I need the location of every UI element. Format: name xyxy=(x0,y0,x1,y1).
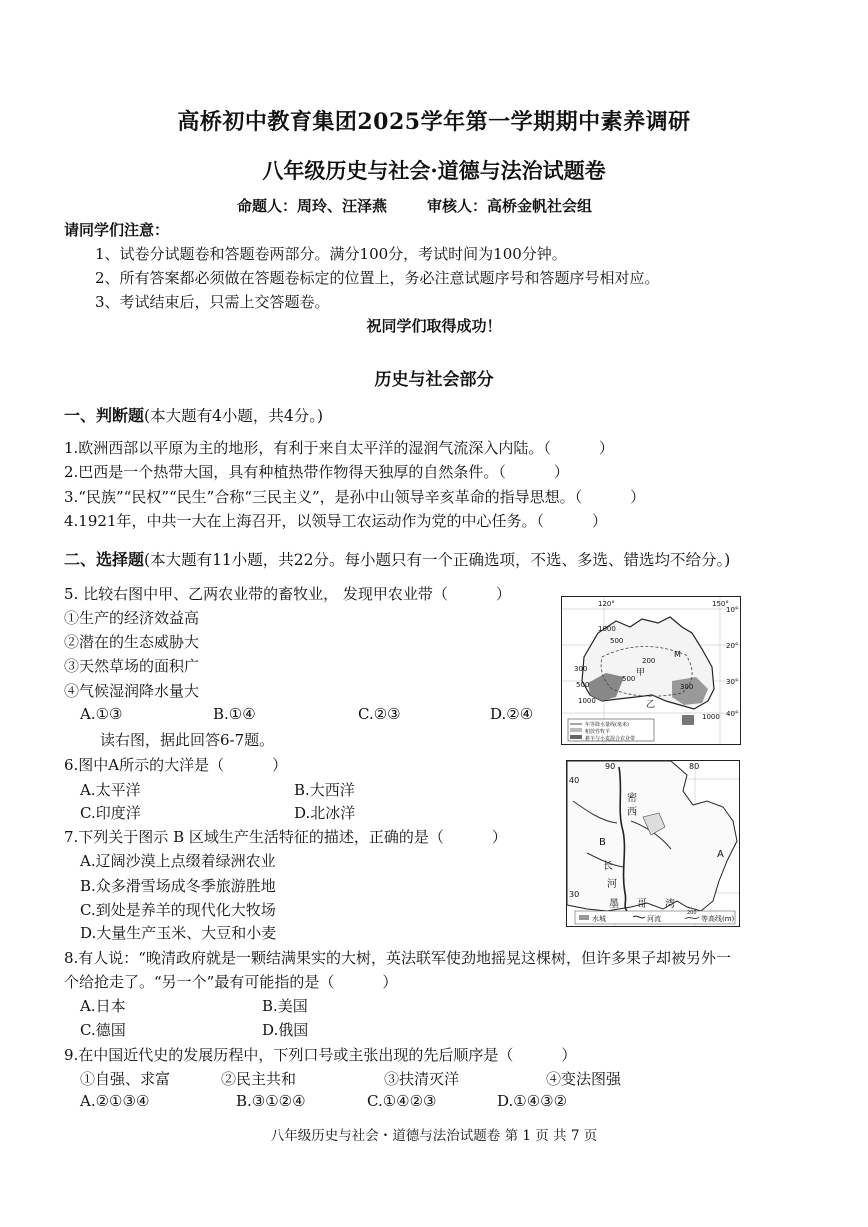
notice-item: 3、考试结束后，只需上交答题卷。 xyxy=(95,293,330,311)
land-outline xyxy=(567,761,737,911)
option: A.日本 xyxy=(80,997,126,1015)
place-label: 哥 xyxy=(637,899,647,910)
place-label: 长 xyxy=(603,861,613,872)
section-heading xyxy=(64,403,323,426)
option: A.②①③④ xyxy=(80,1092,150,1110)
legend-swatch-water xyxy=(579,915,589,920)
judge-question: 4.1921年，中共一大在上海召开，以领导工农运动作为党的中心任务。（ ） xyxy=(64,512,608,530)
option: B.众多滑雪场成冬季旅游胜地 xyxy=(80,877,276,895)
lat-label: 30 xyxy=(569,890,580,899)
option: D.②④ xyxy=(490,705,534,723)
lon-label: 150° xyxy=(712,600,729,608)
option: D.①④③② xyxy=(497,1092,568,1110)
tasmania xyxy=(682,715,694,725)
judge-question: 2.巴西是一个热带大国，具有种植热带作物得天独厚的自然条件。（ ） xyxy=(64,463,569,481)
contour-label: 1000 xyxy=(578,697,596,705)
lon-label: 80 xyxy=(689,762,700,771)
lon-label: 90 xyxy=(605,762,616,771)
option: A.①③ xyxy=(80,705,123,723)
section-title: 一、判断题 xyxy=(64,406,145,425)
option: C.印度洋 xyxy=(80,804,141,822)
judge-question: 1.欧洲西部以平原为主的地形，有利于来自太平洋的湿润气流深入内陆。（ ） xyxy=(64,439,614,457)
place-label: 湾 xyxy=(665,899,675,910)
region-b-label: B xyxy=(599,837,606,848)
legend-label: 水城 xyxy=(592,915,606,923)
option: D.北冰洋 xyxy=(294,804,356,822)
section-heading xyxy=(64,547,730,570)
option: B.大西洋 xyxy=(294,781,355,799)
question-8-line2: 个给抢走了。“另一个”最有可能指的是（ ） xyxy=(64,973,398,991)
option: B.③①②④ xyxy=(236,1092,306,1110)
option: C.到处是养羊的现代化大牧场 xyxy=(80,901,276,919)
judge-question: 3.“民族”“民权”“民生”合称“三民主义”，是孙中山领导辛亥革命的指导思想。（ ） xyxy=(64,488,646,506)
question-6-stem: 6.图中A所示的大洋是（ ） xyxy=(64,756,288,774)
question-8-line1: 8.有人说：“晚清政府就是一颗结满果实的大树，英法联军使劲地摇晃这棵树，但许多果子却被另外一 xyxy=(64,949,731,967)
legend-value: 200 xyxy=(687,910,697,916)
lat-label: 20° xyxy=(726,642,739,650)
place-label: 河 xyxy=(607,879,617,890)
lat-label: 40° xyxy=(726,710,739,718)
contour-label: 200 xyxy=(642,657,656,665)
legend-swatch-dark xyxy=(570,735,582,739)
place-label: 墨 xyxy=(609,899,619,910)
statement-item: ②民主共和 xyxy=(221,1070,297,1088)
statement-item: ④变法图强 xyxy=(546,1070,622,1088)
lat-label: 30° xyxy=(726,678,739,686)
section-desc: (本大题有11小题，共22分。每小题只有一个正确选项，不选、多选、错选均不给分。) xyxy=(144,551,731,569)
notice-item: 2、所有答案都必须做在答题卷标定的位置上，务必注意试题序号和答题序号相对应。 xyxy=(95,269,660,287)
legend-label: 年等降水量线(毫米) xyxy=(585,722,629,728)
ocean-a-label: A xyxy=(717,849,724,860)
legend-label: 粗放性牧羊 xyxy=(585,729,611,735)
australia-map-svg xyxy=(562,597,740,744)
legend-label: 河流 xyxy=(647,915,661,923)
option: D.俄国 xyxy=(262,1021,309,1039)
notice-item: 1、试卷分试题卷和答题卷两部分。满分100分，考试时间为100分钟。 xyxy=(95,245,567,263)
wish-text: 祝同学们取得成功！ xyxy=(366,317,502,335)
part-title: 历史与社会部分 xyxy=(374,370,494,390)
exam-subtitle: 八年级历史与社会·道德与法治试题卷 xyxy=(262,158,606,183)
lat-label: 10° xyxy=(726,606,739,614)
legend-swatch-light xyxy=(570,728,582,732)
statement-item: ③扶清灭洋 xyxy=(384,1070,460,1088)
usa-map xyxy=(566,760,740,927)
page-footer: 八年级历史与社会・道德与法治试题卷 第 1 页 共 7 页 xyxy=(270,1128,598,1144)
statement-item: ③天然草场的面积广 xyxy=(64,657,200,675)
author-line xyxy=(237,195,592,216)
lon-label: 120° xyxy=(598,600,615,608)
notice-heading: 请同学们注意： xyxy=(64,221,170,239)
contour-label: 500 xyxy=(610,637,624,645)
map-marker-m: M xyxy=(674,650,681,659)
legend-label: 等高线(m) xyxy=(701,915,735,923)
statement-item: ④气候湿润降水量大 xyxy=(64,682,200,700)
option: A.辽阔沙漠上点缀着绿洲农业 xyxy=(80,852,276,870)
statement-item: ②潜在的生态威胁大 xyxy=(64,633,200,651)
exam-title: 高桥初中教育集团2025学年第一学期期中素养调研 xyxy=(177,109,691,135)
question-7-stem: 7.下列关于图示 B 区域生产生活特征的描述，正确的是（ ） xyxy=(64,828,507,846)
question-9-stem: 9.在中国近代史的发展历程中，下列口号或主张出现的先后顺序是（ ） xyxy=(64,1046,577,1064)
map-marker-yi: 乙 xyxy=(646,700,656,710)
usa-map-svg xyxy=(567,761,739,926)
legend-label: 耕羊与小麦混合农业带 xyxy=(585,736,636,742)
statement-item: ①自强、求富 xyxy=(80,1070,171,1088)
option: C.德国 xyxy=(80,1021,126,1039)
contour-label: 300 xyxy=(574,665,588,673)
contour-label: 300 xyxy=(680,683,694,691)
contour-label: 500 xyxy=(576,681,590,689)
map-marker-jia: 甲 xyxy=(636,668,646,678)
australia-map xyxy=(561,596,741,745)
option: B.①④ xyxy=(213,705,256,723)
option: C.①④②③ xyxy=(367,1092,437,1110)
authors: 命题人：周玲、汪泽燕 xyxy=(237,197,388,215)
read-map-hint: 读右图，据此回答6-7题。 xyxy=(100,731,275,749)
reviewer: 审核人：高桥金帆社会组 xyxy=(427,197,593,215)
option: A.太平洋 xyxy=(80,781,141,799)
statement-item: ①生产的经济效益高 xyxy=(64,609,200,627)
lat-label: 40 xyxy=(569,776,580,785)
contour-label: 500 xyxy=(622,675,636,683)
place-label: 密 xyxy=(627,793,637,804)
option: B.美国 xyxy=(262,997,308,1015)
contour-label: 1000 xyxy=(702,713,720,721)
section-desc: (本大题有4小题，共4分。) xyxy=(144,407,324,425)
option: C.②③ xyxy=(358,705,401,723)
contour-label: 1000 xyxy=(598,625,616,633)
question-5-stem: 5. 比较右图中甲、乙两农业带的畜牧业， 发现甲农业带（ ） xyxy=(64,585,511,603)
place-label: 西 xyxy=(627,807,637,818)
option: D.大量生产玉米、大豆和小麦 xyxy=(80,924,277,942)
section-title: 二、选择题 xyxy=(64,550,145,569)
